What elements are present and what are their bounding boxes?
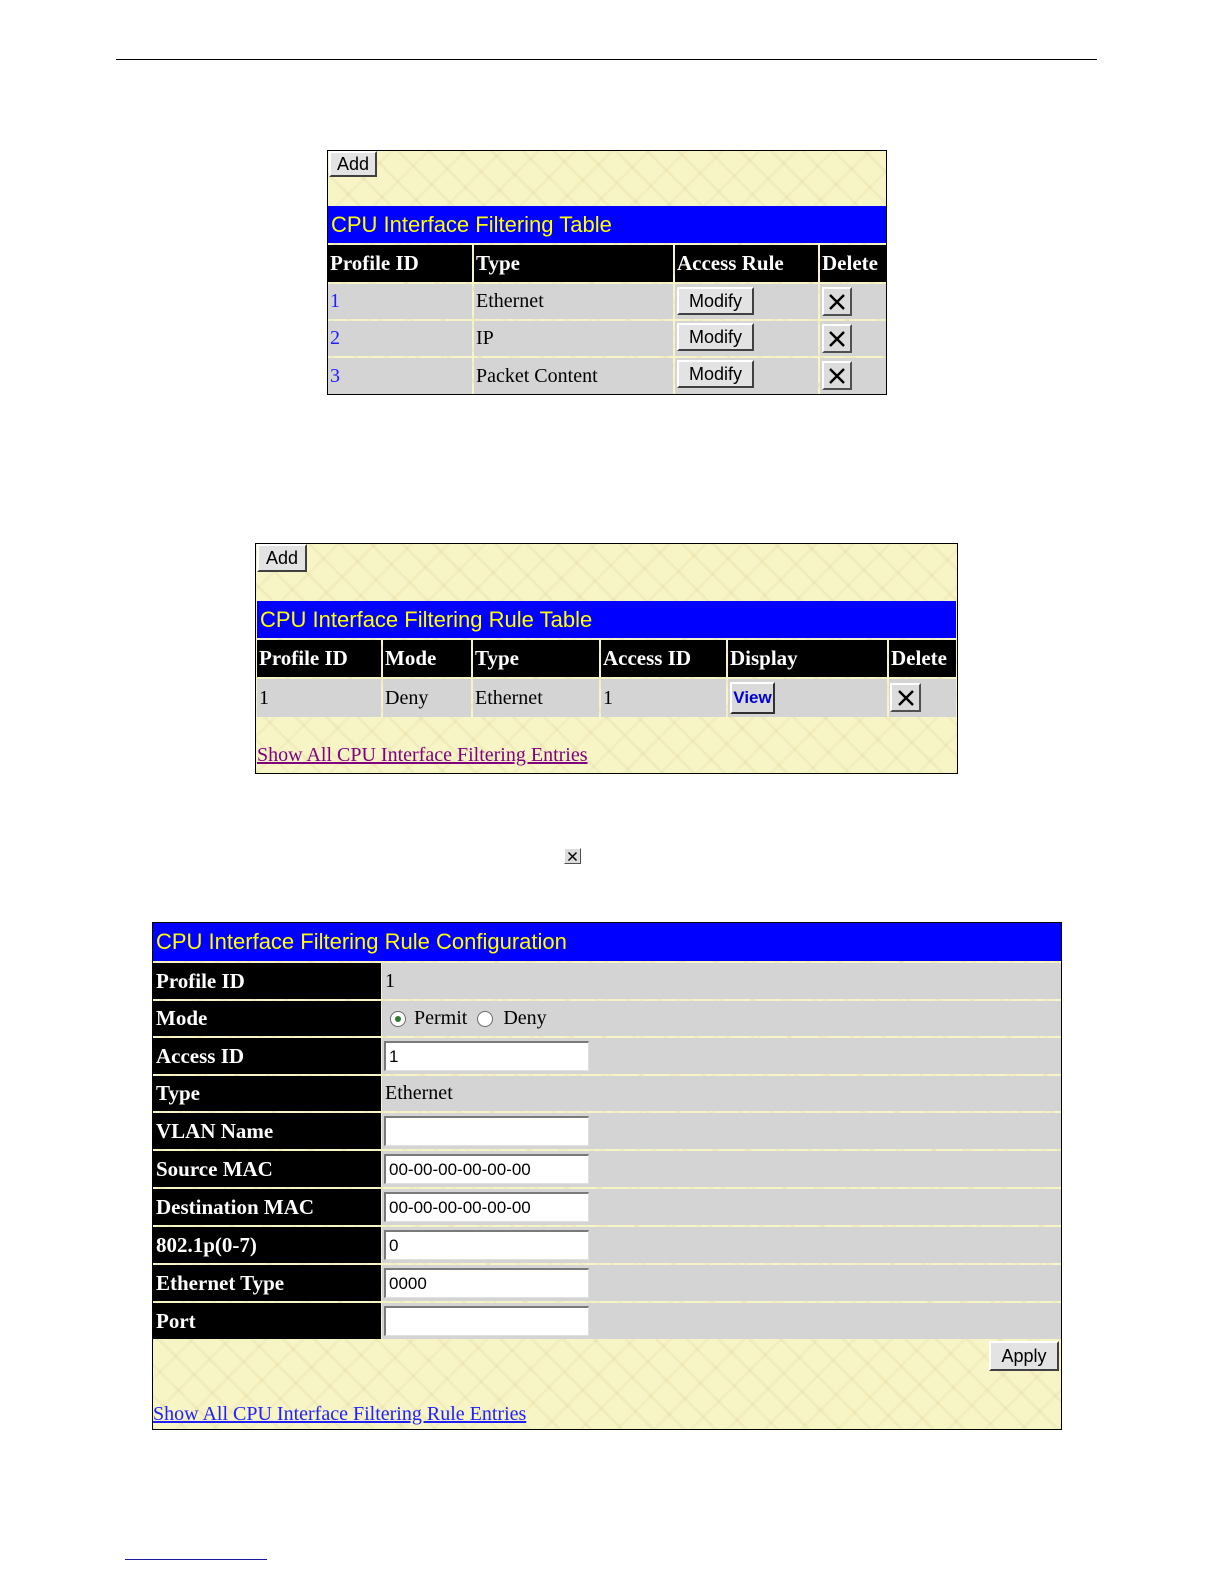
rule-mode: Deny bbox=[383, 679, 471, 717]
vlan-name-cell bbox=[382, 1113, 1061, 1149]
add-profile-button[interactable]: Add bbox=[329, 151, 377, 177]
destination-mac-cell bbox=[382, 1189, 1061, 1225]
deny-radio[interactable] bbox=[477, 1011, 493, 1027]
profile-id-link[interactable]: 1 bbox=[328, 284, 472, 319]
filtering-table-title: CPU Interface Filtering Table bbox=[328, 206, 886, 243]
vlan-name-label: VLAN Name bbox=[153, 1113, 381, 1149]
header-profile-id: Profile ID bbox=[328, 245, 472, 282]
profile-id-link[interactable]: 2 bbox=[328, 321, 472, 356]
ethernet-type-input[interactable] bbox=[384, 1268, 589, 1298]
header-type: Type bbox=[474, 245, 673, 282]
header-display: Display bbox=[728, 640, 887, 677]
header-mode: Mode bbox=[383, 640, 471, 677]
rule-table-title: CPU Interface Filtering Rule Table bbox=[257, 601, 956, 638]
profile-id-link[interactable]: 3 bbox=[328, 358, 472, 394]
show-all-rule-entries-link[interactable]: Show All CPU Interface Filtering Rule Entries bbox=[153, 1403, 527, 1425]
apply-button[interactable]: Apply bbox=[989, 1341, 1059, 1371]
port-cell bbox=[382, 1303, 1061, 1339]
modify-button[interactable]: Modify bbox=[677, 323, 754, 351]
add-rule-button[interactable]: Add bbox=[257, 544, 307, 572]
close-icon bbox=[567, 851, 578, 862]
permit-radio-label: Permit bbox=[414, 1007, 468, 1029]
rule-access-id: 1 bbox=[601, 679, 726, 717]
close-icon bbox=[827, 292, 847, 312]
header-profile-id: Profile ID bbox=[257, 640, 381, 677]
rule-type: Ethernet bbox=[473, 679, 599, 717]
destination-mac-input[interactable] bbox=[384, 1192, 589, 1222]
delete-button[interactable] bbox=[822, 361, 852, 390]
access-id-label: Access ID bbox=[153, 1038, 381, 1074]
page-footer-rule bbox=[125, 1559, 267, 1560]
delete-button[interactable] bbox=[822, 287, 852, 316]
vlan-name-input[interactable] bbox=[384, 1116, 589, 1146]
close-icon bbox=[896, 688, 916, 708]
priority-input[interactable] bbox=[384, 1230, 589, 1260]
profile-id-label: Profile ID bbox=[153, 963, 381, 999]
source-mac-cell bbox=[382, 1151, 1061, 1187]
permit-radio[interactable] bbox=[390, 1011, 406, 1027]
access-id-cell bbox=[382, 1038, 1061, 1074]
profile-type: IP bbox=[474, 321, 673, 356]
mode-value bbox=[382, 1001, 1061, 1036]
profile-id-value: 1 bbox=[382, 963, 1061, 999]
ethernet-type-label: Ethernet Type bbox=[153, 1265, 381, 1301]
type-label: Type bbox=[153, 1076, 381, 1111]
mode-label: Mode bbox=[153, 1001, 381, 1036]
type-value: Ethernet bbox=[382, 1076, 1061, 1111]
priority-cell bbox=[382, 1227, 1061, 1263]
source-mac-label: Source MAC bbox=[153, 1151, 381, 1187]
rule-config-title: CPU Interface Filtering Rule Configuration bbox=[153, 923, 1061, 961]
inline-delete-icon bbox=[564, 848, 581, 864]
header-delete: Delete bbox=[820, 245, 886, 282]
close-icon bbox=[827, 329, 847, 349]
access-id-input[interactable] bbox=[384, 1041, 589, 1071]
profile-type: Packet Content bbox=[474, 358, 673, 394]
port-input[interactable] bbox=[384, 1306, 589, 1336]
source-mac-input[interactable] bbox=[384, 1154, 589, 1184]
show-all-entries-link[interactable]: Show All CPU Interface Filtering Entries bbox=[257, 744, 588, 766]
ethernet-type-cell bbox=[382, 1265, 1061, 1301]
header-type: Type bbox=[473, 640, 599, 677]
priority-label: 802.1p(0-7) bbox=[153, 1227, 381, 1263]
delete-button[interactable] bbox=[822, 324, 852, 353]
port-label: Port bbox=[153, 1303, 381, 1339]
rule-config-panel bbox=[152, 922, 1062, 1430]
close-icon bbox=[827, 366, 847, 386]
filtering-table-panel bbox=[327, 150, 887, 395]
modify-button[interactable]: Modify bbox=[677, 360, 754, 388]
rule-table-panel bbox=[255, 543, 958, 774]
header-delete: Delete bbox=[889, 640, 956, 677]
delete-rule-button[interactable] bbox=[890, 683, 921, 712]
view-button[interactable]: View bbox=[730, 682, 775, 714]
header-access-id: Access ID bbox=[601, 640, 726, 677]
profile-type: Ethernet bbox=[474, 284, 673, 319]
page-header-rule bbox=[116, 59, 1097, 60]
rule-profile-id: 1 bbox=[257, 679, 381, 717]
modify-button[interactable]: Modify bbox=[677, 287, 754, 315]
deny-radio-label: Deny bbox=[503, 1007, 547, 1029]
header-access-rule: Access Rule bbox=[675, 245, 818, 282]
destination-mac-label: Destination MAC bbox=[153, 1189, 381, 1225]
